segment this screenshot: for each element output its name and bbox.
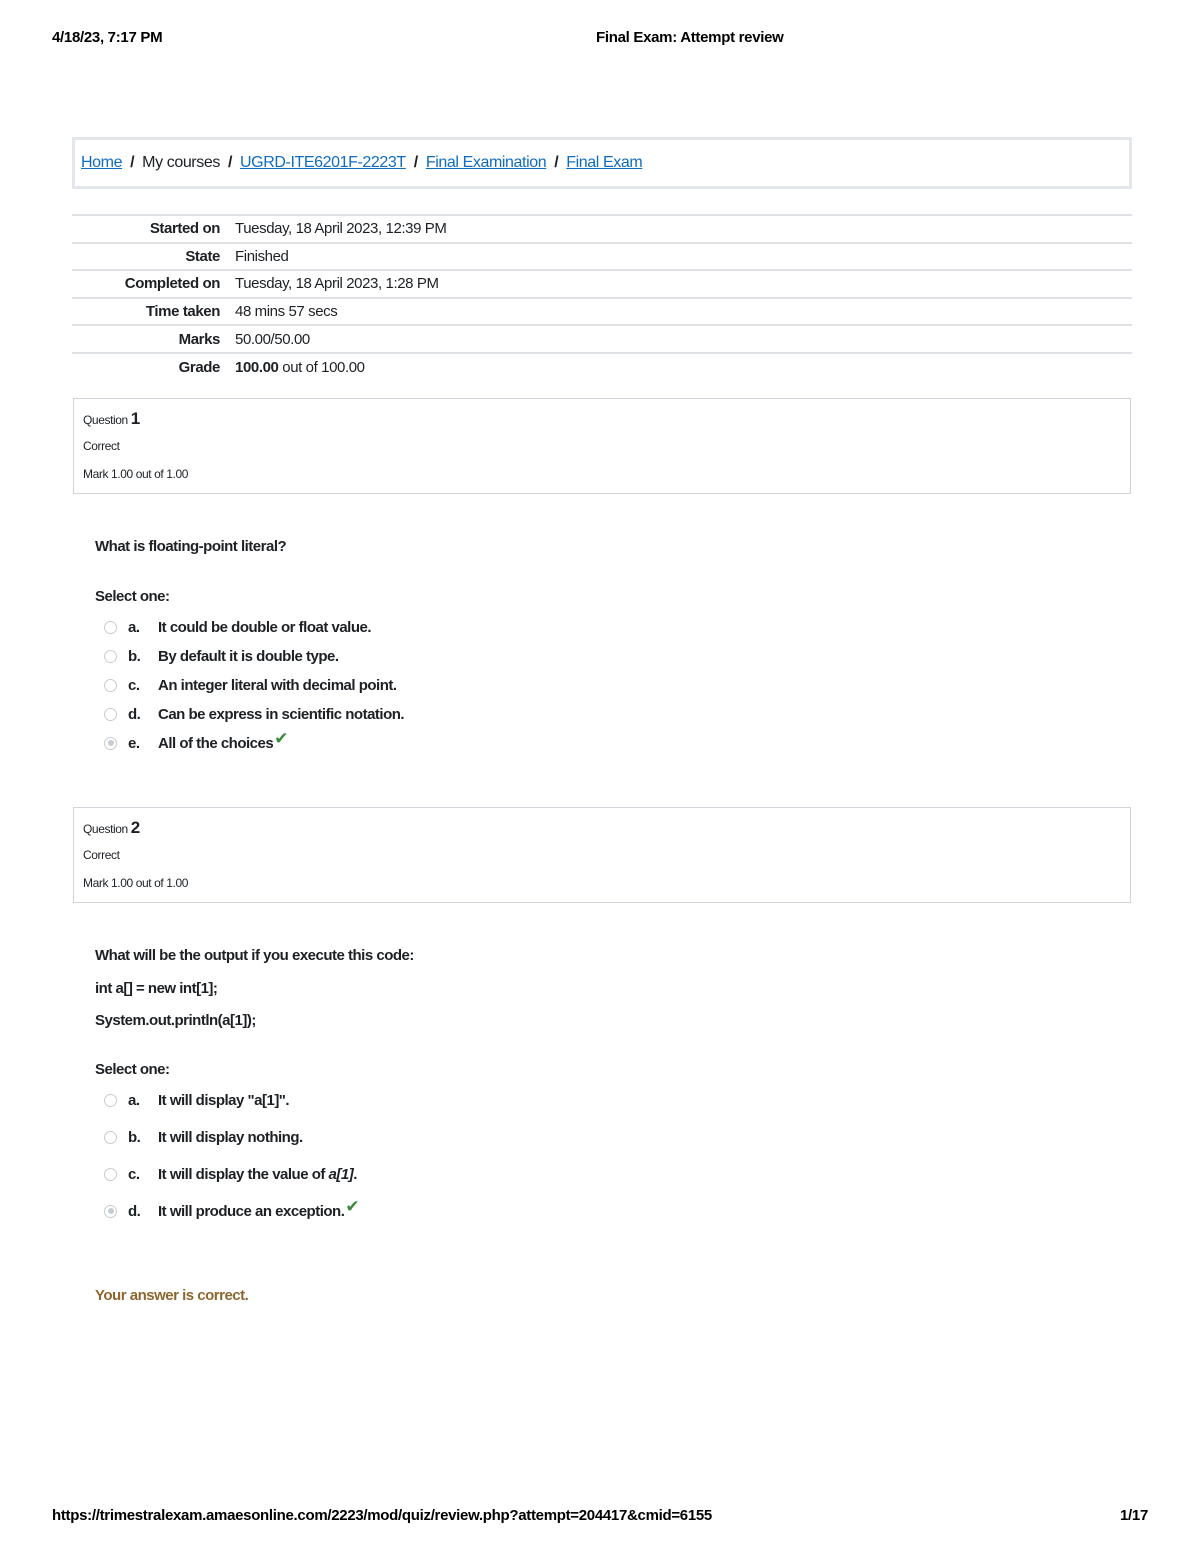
summary-label: Time taken xyxy=(145,303,220,321)
radio-button[interactable] xyxy=(104,621,117,634)
summary-row xyxy=(72,243,1132,271)
attempt-summary-table xyxy=(72,214,1132,381)
breadcrumb-my-courses: My courses xyxy=(142,154,220,171)
radio-button-checked[interactable] xyxy=(104,737,117,750)
radio-button[interactable] xyxy=(104,1131,117,1144)
radio-button[interactable] xyxy=(104,650,117,663)
answer-option[interactable] xyxy=(104,674,397,696)
option-text: An integer literal with decimal point. xyxy=(158,676,397,694)
question-label: Question xyxy=(83,413,128,427)
question-label: Question xyxy=(83,822,128,836)
breadcrumb-container xyxy=(72,137,1132,189)
correct-check-icon: ✔ xyxy=(274,729,288,748)
option-text: All of the choices xyxy=(158,734,274,752)
breadcrumb xyxy=(81,154,642,172)
summary-row xyxy=(72,298,1132,326)
option-letter: b. xyxy=(128,647,141,665)
answer-option[interactable] xyxy=(104,1126,303,1148)
summary-label: Marks xyxy=(178,330,220,348)
code-line: System.out.println(a[1]); xyxy=(95,1012,256,1029)
summary-row xyxy=(72,270,1132,298)
option-letter: d. xyxy=(128,1202,141,1220)
summary-value: Tuesday, 18 April 2023, 12:39 PM xyxy=(235,220,447,238)
breadcrumb-section-link[interactable]: Final Examination xyxy=(425,154,547,171)
answer-option-selected[interactable] xyxy=(104,1197,360,1222)
option-letter: a. xyxy=(128,1091,140,1109)
grade-total: out of 100.00 xyxy=(278,358,365,376)
option-letter: d. xyxy=(128,705,141,723)
question-mark: Mark 1.00 out of 1.00 xyxy=(83,467,189,481)
option-text xyxy=(158,1166,357,1183)
select-one-prompt: Select one: xyxy=(95,588,170,605)
summary-label: Grade xyxy=(178,358,220,376)
radio-button-checked[interactable] xyxy=(104,1205,117,1218)
radio-button[interactable] xyxy=(104,708,117,721)
breadcrumb-quiz-link[interactable]: Final Exam xyxy=(566,154,643,171)
answer-option[interactable] xyxy=(104,616,371,638)
summary-label: Completed on xyxy=(124,275,220,293)
question-number xyxy=(83,818,140,838)
question-number xyxy=(83,409,140,429)
breadcrumb-separator: / xyxy=(130,154,135,171)
question-number-value: 1 xyxy=(130,409,140,428)
correct-check-icon: ✔ xyxy=(345,1197,360,1216)
option-text: By default it is double type. xyxy=(158,647,339,665)
breadcrumb-separator: / xyxy=(554,154,559,171)
question-text: What will be the output if you execute this code: xyxy=(95,947,414,964)
breadcrumb-separator: / xyxy=(413,154,418,171)
question-mark: Mark 1.00 out of 1.00 xyxy=(83,876,189,890)
option-text: Can be express in scientific notation. xyxy=(158,705,405,723)
summary-row xyxy=(72,215,1132,243)
print-datetime: 4/18/23, 7:17 PM xyxy=(52,29,163,46)
option-letter: a. xyxy=(128,618,140,636)
print-page-number: 1/17 xyxy=(1120,1507,1148,1524)
summary-value: Tuesday, 18 April 2023, 1:28 PM xyxy=(235,275,439,293)
radio-button[interactable] xyxy=(104,1094,117,1107)
answer-option[interactable] xyxy=(104,645,339,667)
option-letter: c. xyxy=(128,676,140,694)
summary-value xyxy=(232,353,1132,381)
radio-button[interactable] xyxy=(104,679,117,692)
code-line: int a[] = new int[1]; xyxy=(95,980,218,997)
radio-button[interactable] xyxy=(104,1168,117,1181)
select-one-prompt: Select one: xyxy=(95,1061,170,1078)
breadcrumb-separator: / xyxy=(227,154,232,171)
summary-label: Started on xyxy=(149,220,220,238)
option-text: It will display nothing. xyxy=(158,1128,303,1146)
question-info-box xyxy=(73,807,1131,903)
breadcrumb-course-link[interactable]: UGRD-ITE6201F-2223T xyxy=(240,154,406,171)
option-text: It could be double or float value. xyxy=(158,618,372,636)
summary-row xyxy=(72,325,1132,353)
question-text: What is floating-point literal? xyxy=(95,538,287,555)
summary-value: Finished xyxy=(235,247,289,265)
answer-option[interactable] xyxy=(104,1163,357,1185)
breadcrumb-home-link[interactable]: Home xyxy=(81,154,123,171)
question-number-value: 2 xyxy=(130,818,140,837)
option-text: It will produce an exception. xyxy=(158,1202,345,1220)
option-text: It will display "a[1]". xyxy=(158,1091,290,1109)
question-state: Correct xyxy=(83,439,120,453)
option-letter: b. xyxy=(128,1128,141,1146)
print-page-title: Final Exam: Attempt review xyxy=(596,29,784,46)
summary-value: 48 mins 57 secs xyxy=(235,303,338,321)
summary-value: 50.00/50.00 xyxy=(235,330,310,348)
question-state: Correct xyxy=(83,848,120,862)
option-text-italic: a[1] xyxy=(328,1165,354,1183)
summary-label: State xyxy=(185,247,220,265)
question-info-box xyxy=(73,398,1131,494)
option-letter: e. xyxy=(128,734,140,752)
answer-option[interactable] xyxy=(104,1089,289,1111)
summary-row xyxy=(72,353,1132,381)
option-text-part: . xyxy=(353,1165,357,1183)
answer-option-selected[interactable] xyxy=(104,729,288,754)
option-text-part: It will display the value of xyxy=(158,1165,329,1183)
option-letter: c. xyxy=(128,1165,140,1183)
answer-option[interactable] xyxy=(104,703,404,725)
grade-value: 100.00 xyxy=(235,358,279,376)
print-url: https://trimestralexam.amaesonline.com/2223/mod/quiz/review.php?attempt=204417&cmid=6155 xyxy=(52,1507,712,1524)
answer-feedback: Your answer is correct. xyxy=(95,1287,249,1304)
